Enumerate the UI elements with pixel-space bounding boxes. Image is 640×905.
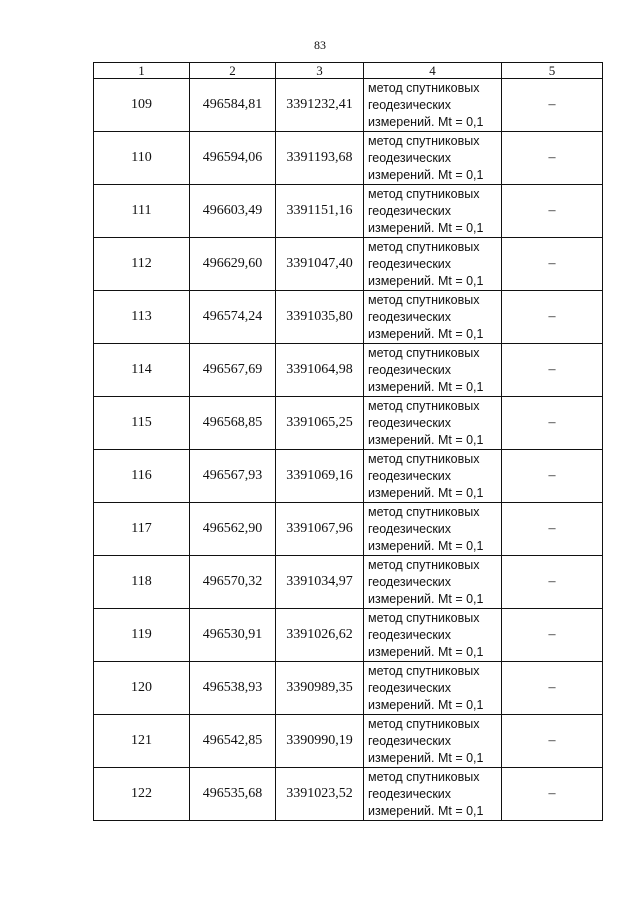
method-line: геодезических xyxy=(368,468,452,483)
method-line: измерений. Mt = 0,1 xyxy=(368,538,484,553)
point-number-cell: 113 xyxy=(94,291,190,344)
remark-cell: – xyxy=(502,450,603,503)
method-cell xyxy=(364,132,502,185)
remark-cell: – xyxy=(502,715,603,768)
x-coordinate-cell: 496542,85 xyxy=(190,715,276,768)
method-line: геодезических xyxy=(368,362,452,377)
header-col-4: 4 xyxy=(364,63,502,79)
table-row xyxy=(94,715,603,768)
method-cell xyxy=(364,185,502,238)
table-row xyxy=(94,662,603,715)
y-coordinate-cell: 3391193,68 xyxy=(276,132,364,185)
table-body xyxy=(94,79,603,821)
method-line: метод спутниковых xyxy=(368,398,480,413)
method-line: измерений. Mt = 0,1 xyxy=(368,326,484,341)
remark-cell: – xyxy=(502,79,603,132)
method-line: геодезических xyxy=(368,733,452,748)
coordinates-table xyxy=(93,62,603,821)
table-row xyxy=(94,344,603,397)
remark-cell: – xyxy=(502,556,603,609)
method-line: геодезических xyxy=(368,627,452,642)
method-line: измерений. Mt = 0,1 xyxy=(368,220,484,235)
x-coordinate-cell: 496538,93 xyxy=(190,662,276,715)
table-row xyxy=(94,503,603,556)
method-cell xyxy=(364,344,502,397)
method-line: метод спутниковых xyxy=(368,345,480,360)
method-line: геодезических xyxy=(368,521,452,536)
point-number-cell: 114 xyxy=(94,344,190,397)
method-line: измерений. Mt = 0,1 xyxy=(368,697,484,712)
y-coordinate-cell: 3390989,35 xyxy=(276,662,364,715)
point-number-cell: 110 xyxy=(94,132,190,185)
method-line: метод спутниковых xyxy=(368,80,480,95)
method-line: геодезических xyxy=(368,203,452,218)
remark-cell: – xyxy=(502,397,603,450)
remark-cell: – xyxy=(502,609,603,662)
header-col-5: 5 xyxy=(502,63,603,79)
point-number-cell: 122 xyxy=(94,768,190,821)
method-line: измерений. Mt = 0,1 xyxy=(368,432,484,447)
x-coordinate-cell: 496568,85 xyxy=(190,397,276,450)
method-line: метод спутниковых xyxy=(368,292,480,307)
x-coordinate-cell: 496603,49 xyxy=(190,185,276,238)
point-number-cell: 121 xyxy=(94,715,190,768)
method-line: геодезических xyxy=(368,256,452,271)
method-cell xyxy=(364,503,502,556)
method-line: метод спутниковых xyxy=(368,610,480,625)
y-coordinate-cell: 3390990,19 xyxy=(276,715,364,768)
method-line: метод спутниковых xyxy=(368,716,480,731)
method-line: измерений. Mt = 0,1 xyxy=(368,167,484,182)
method-line: геодезических xyxy=(368,150,452,165)
point-number-cell: 112 xyxy=(94,238,190,291)
table-row xyxy=(94,238,603,291)
method-line: метод спутниковых xyxy=(368,186,480,201)
y-coordinate-cell: 3391047,40 xyxy=(276,238,364,291)
header-col-1: 1 xyxy=(94,63,190,79)
y-coordinate-cell: 3391064,98 xyxy=(276,344,364,397)
table-header xyxy=(94,63,603,79)
y-coordinate-cell: 3391232,41 xyxy=(276,79,364,132)
header-row xyxy=(94,63,603,79)
method-cell xyxy=(364,238,502,291)
point-number-cell: 117 xyxy=(94,503,190,556)
method-cell xyxy=(364,79,502,132)
remark-cell: – xyxy=(502,238,603,291)
method-line: измерений. Mt = 0,1 xyxy=(368,803,484,818)
y-coordinate-cell: 3391067,96 xyxy=(276,503,364,556)
method-line: геодезических xyxy=(368,97,452,112)
y-coordinate-cell: 3391035,80 xyxy=(276,291,364,344)
table-row xyxy=(94,768,603,821)
method-cell xyxy=(364,450,502,503)
x-coordinate-cell: 496567,93 xyxy=(190,450,276,503)
method-line: геодезических xyxy=(368,415,452,430)
point-number-cell: 118 xyxy=(94,556,190,609)
y-coordinate-cell: 3391151,16 xyxy=(276,185,364,238)
method-line: метод спутниковых xyxy=(368,451,480,466)
table-row xyxy=(94,185,603,238)
remark-cell: – xyxy=(502,185,603,238)
header-col-2: 2 xyxy=(190,63,276,79)
remark-cell: – xyxy=(502,768,603,821)
method-line: измерений. Mt = 0,1 xyxy=(368,644,484,659)
method-line: измерений. Mt = 0,1 xyxy=(368,114,484,129)
method-cell xyxy=(364,397,502,450)
x-coordinate-cell: 496535,68 xyxy=(190,768,276,821)
x-coordinate-cell: 496584,81 xyxy=(190,79,276,132)
method-cell xyxy=(364,609,502,662)
method-cell xyxy=(364,715,502,768)
table-row xyxy=(94,397,603,450)
x-coordinate-cell: 496562,90 xyxy=(190,503,276,556)
table-row xyxy=(94,450,603,503)
table-row xyxy=(94,291,603,344)
method-line: геодезических xyxy=(368,680,452,695)
method-line: измерений. Mt = 0,1 xyxy=(368,273,484,288)
x-coordinate-cell: 496530,91 xyxy=(190,609,276,662)
table-row xyxy=(94,556,603,609)
x-coordinate-cell: 496570,32 xyxy=(190,556,276,609)
method-line: метод спутниковых xyxy=(368,769,480,784)
y-coordinate-cell: 3391023,52 xyxy=(276,768,364,821)
y-coordinate-cell: 3391069,16 xyxy=(276,450,364,503)
point-number-cell: 120 xyxy=(94,662,190,715)
method-line: геодезических xyxy=(368,574,452,589)
x-coordinate-cell: 496629,60 xyxy=(190,238,276,291)
method-line: геодезических xyxy=(368,786,452,801)
page-number: 83 xyxy=(314,38,326,52)
method-cell xyxy=(364,291,502,344)
method-cell xyxy=(364,556,502,609)
y-coordinate-cell: 3391065,25 xyxy=(276,397,364,450)
point-number-cell: 119 xyxy=(94,609,190,662)
remark-cell: – xyxy=(502,503,603,556)
x-coordinate-cell: 496567,69 xyxy=(190,344,276,397)
remark-cell: – xyxy=(502,344,603,397)
remark-cell: – xyxy=(502,291,603,344)
method-cell xyxy=(364,768,502,821)
method-line: метод спутниковых xyxy=(368,663,480,678)
remark-cell: – xyxy=(502,662,603,715)
method-line: измерений. Mt = 0,1 xyxy=(368,485,484,500)
x-coordinate-cell: 496574,24 xyxy=(190,291,276,344)
method-line: метод спутниковых xyxy=(368,133,480,148)
method-line: геодезических xyxy=(368,309,452,324)
method-line: измерений. Mt = 0,1 xyxy=(368,750,484,765)
table-row xyxy=(94,132,603,185)
header-col-3: 3 xyxy=(276,63,364,79)
remark-cell: – xyxy=(502,132,603,185)
y-coordinate-cell: 3391026,62 xyxy=(276,609,364,662)
method-line: метод спутниковых xyxy=(368,504,480,519)
method-line: измерений. Mt = 0,1 xyxy=(368,591,484,606)
method-line: измерений. Mt = 0,1 xyxy=(368,379,484,394)
point-number-cell: 116 xyxy=(94,450,190,503)
method-line: метод спутниковых xyxy=(368,557,480,572)
method-line: метод спутниковых xyxy=(368,239,480,254)
point-number-cell: 109 xyxy=(94,79,190,132)
table-row xyxy=(94,609,603,662)
point-number-cell: 115 xyxy=(94,397,190,450)
method-cell xyxy=(364,662,502,715)
table-row xyxy=(94,79,603,132)
x-coordinate-cell: 496594,06 xyxy=(190,132,276,185)
y-coordinate-cell: 3391034,97 xyxy=(276,556,364,609)
point-number-cell: 111 xyxy=(94,185,190,238)
